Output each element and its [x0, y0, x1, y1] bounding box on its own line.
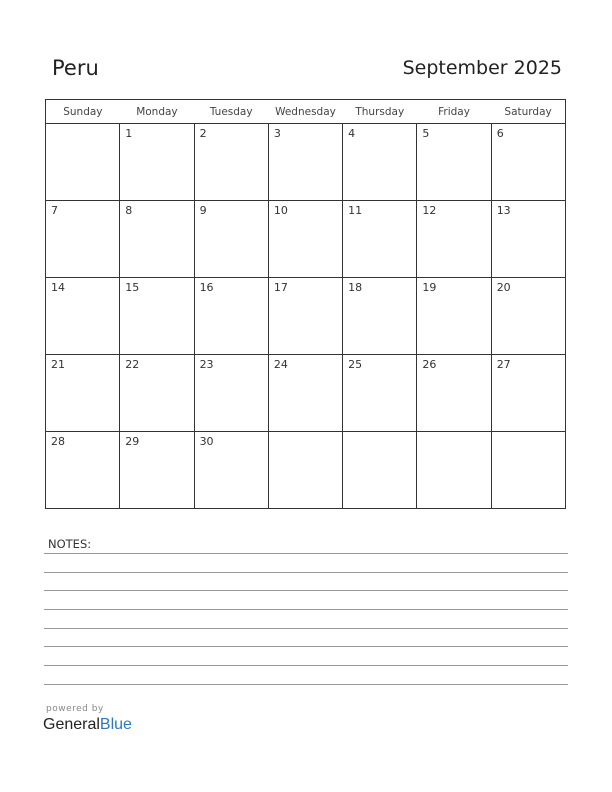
weekday-saturday: Saturday: [491, 100, 565, 124]
day-number: 6: [496, 127, 504, 140]
day-cell: [194, 432, 268, 509]
week-row: [46, 201, 566, 278]
day-cell: [268, 432, 342, 509]
day-cell: [491, 201, 565, 278]
day-number: [269, 432, 342, 435]
day-cell: [120, 124, 194, 201]
weekday-sunday: Sunday: [46, 100, 120, 124]
day-cell: [120, 432, 194, 509]
day-cell: [343, 355, 417, 432]
day-number: 18: [348, 281, 363, 294]
day-cell: [343, 201, 417, 278]
day-number: 25: [348, 358, 363, 371]
day-cell: [491, 124, 565, 201]
day-number: 9: [199, 204, 207, 217]
day-number: 1: [125, 127, 133, 140]
day-number: 7: [51, 204, 58, 217]
day-cell: [343, 432, 417, 509]
day-number: 12: [422, 204, 437, 217]
day-number: 28: [51, 435, 65, 448]
day-cell: [417, 432, 491, 509]
day-cell: [417, 201, 491, 278]
day-cell: [46, 355, 120, 432]
note-line: [44, 572, 568, 573]
day-number: 2: [199, 127, 207, 140]
day-number: 3: [273, 127, 281, 140]
week-row: [46, 432, 566, 509]
day-number: [46, 124, 119, 127]
day-number: 15: [125, 281, 140, 294]
note-line: [44, 684, 568, 685]
day-number: 30: [199, 435, 214, 448]
day-cell: [491, 355, 565, 432]
generalblue-logo: [43, 716, 132, 734]
day-cell: [268, 124, 342, 201]
day-number: 5: [422, 127, 430, 140]
day-cell: [194, 278, 268, 355]
day-cell: [268, 278, 342, 355]
day-cell: [491, 432, 565, 509]
day-cell: [417, 278, 491, 355]
day-number: 8: [125, 204, 133, 217]
day-number: 24: [273, 358, 288, 371]
note-line: [44, 609, 568, 610]
weekday-monday: Monday: [120, 100, 194, 124]
day-number: 17: [273, 281, 288, 294]
weekday-header-row: [46, 100, 566, 124]
week-row: [46, 278, 566, 355]
day-cell: [194, 355, 268, 432]
day-number: [417, 432, 490, 435]
day-number: 13: [496, 204, 511, 217]
day-cell: [417, 124, 491, 201]
day-cell: [46, 278, 120, 355]
day-number: [492, 432, 565, 435]
note-line: [44, 646, 568, 647]
day-cell: [120, 278, 194, 355]
day-number: 21: [51, 358, 65, 371]
day-cell: [120, 201, 194, 278]
day-cell: [46, 201, 120, 278]
day-cell: [343, 124, 417, 201]
day-cell: [343, 278, 417, 355]
day-number: 19: [422, 281, 437, 294]
day-number: 14: [51, 281, 65, 294]
day-cell: [268, 355, 342, 432]
weekday-friday: Friday: [417, 100, 491, 124]
note-line: [44, 628, 568, 629]
day-number: 10: [273, 204, 288, 217]
day-number: 27: [496, 358, 511, 371]
day-number: 11: [348, 204, 363, 217]
day-number: 20: [496, 281, 511, 294]
note-line: [44, 590, 568, 591]
note-line: [44, 665, 568, 666]
day-number: 26: [422, 358, 437, 371]
calendar-grid: [45, 99, 566, 509]
day-number: [343, 432, 416, 435]
month-title: September 2025: [402, 57, 562, 79]
day-cell: [268, 201, 342, 278]
logo-blue: Blue: [99, 716, 132, 733]
day-number: 16: [199, 281, 214, 294]
day-number: 23: [199, 358, 214, 371]
week-row: [46, 355, 566, 432]
week-row: [46, 124, 566, 201]
day-cell: [120, 355, 194, 432]
notes-label: NOTES:: [48, 537, 92, 551]
powered-by-text: powered by: [46, 704, 104, 714]
note-line: [44, 553, 568, 554]
day-cell: [491, 278, 565, 355]
weekday-thursday: Thursday: [343, 100, 417, 124]
day-number: 4: [348, 127, 356, 140]
day-cell: [194, 124, 268, 201]
day-number: 29: [125, 435, 140, 448]
day-number: 22: [125, 358, 140, 371]
day-cell: [417, 355, 491, 432]
country-title: Peru: [52, 56, 99, 80]
weekday-tuesday: Tuesday: [194, 100, 268, 124]
day-cell: [46, 124, 120, 201]
logo-general: General: [43, 716, 100, 733]
day-cell: [46, 432, 120, 509]
weekday-wednesday: Wednesday: [268, 100, 342, 124]
day-cell: [194, 201, 268, 278]
